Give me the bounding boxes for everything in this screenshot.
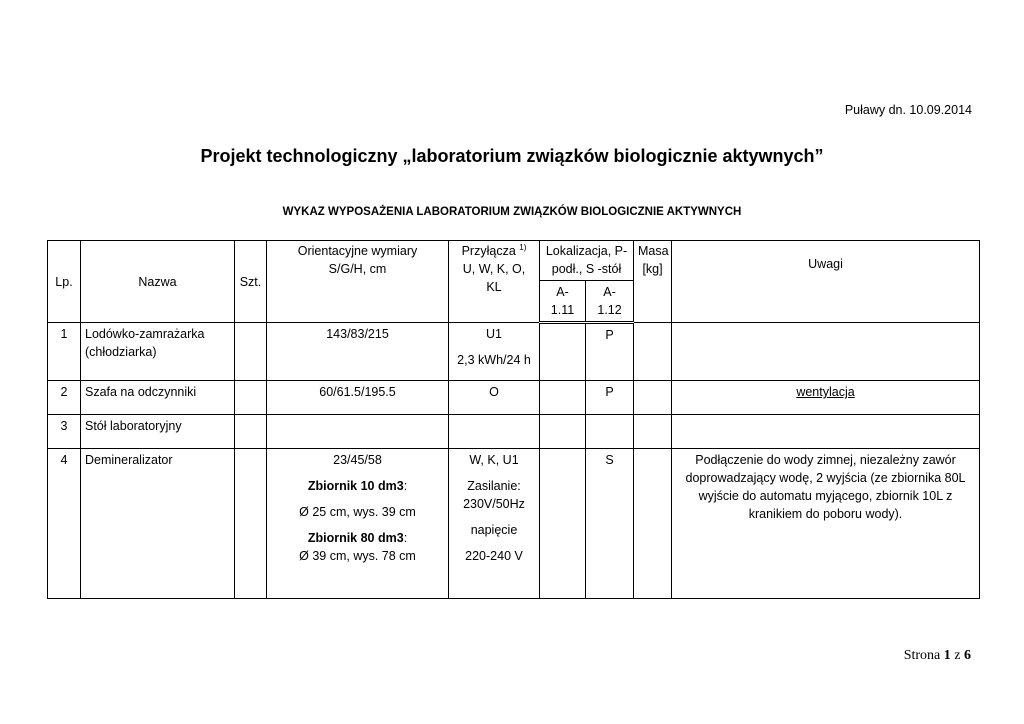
header-przylacza xyxy=(449,241,540,323)
header-masa-line2: [kg] xyxy=(642,262,663,276)
cell-a112 xyxy=(586,415,634,449)
cell-przylacza-line4: napięcie xyxy=(470,523,518,537)
cell-uwagi xyxy=(672,323,980,381)
cell-szt xyxy=(235,415,267,449)
cell-masa xyxy=(634,323,672,381)
cell-a112: S xyxy=(586,449,634,599)
cell-masa xyxy=(634,449,672,599)
header-wymiary-line1: Orientacyjne wymiary xyxy=(297,244,418,258)
header-loc-a112-line1: A- xyxy=(603,285,616,299)
document-date: Puławy dn. 10.09.2014 xyxy=(844,103,972,117)
equipment-table xyxy=(47,240,980,599)
cell-szt xyxy=(235,323,267,381)
cell-przylacza xyxy=(449,449,540,599)
tank-80-label: Zbiornik 80 dm3 xyxy=(307,531,404,545)
cell-nazwa: Szafa na odczynniki xyxy=(81,381,235,415)
cell-wymiary xyxy=(267,415,449,449)
header-uwagi: Uwagi xyxy=(672,241,980,323)
header-lokalizacja-line2: podł., S -stół xyxy=(551,262,622,276)
cell-nazwa-line2: (chłodziarka) xyxy=(85,345,157,359)
header-loc-a111 xyxy=(540,281,586,323)
cell-nazwa-line1: Lodówko-zamrażarka xyxy=(85,327,205,341)
header-lp: Lp. xyxy=(48,241,81,323)
footer-strona: Strona xyxy=(903,648,941,663)
document-subtitle: WYKAZ WYPOSAŻENIA LABORATORIUM ZWIĄZKÓW BIOLOGICZNIE AKTYWNYCH xyxy=(282,206,742,218)
header-nazwa: Nazwa xyxy=(81,241,235,323)
cell-wymiary-line5: Ø 39 cm, wys. 78 cm xyxy=(299,549,416,563)
cell-a111 xyxy=(540,381,586,415)
cell-przylacza xyxy=(449,323,540,381)
header-wymiary xyxy=(267,241,449,323)
page-footer xyxy=(904,648,971,664)
cell-lp: 2 xyxy=(48,381,81,415)
cell-przylacza xyxy=(449,415,540,449)
header-loc-a111-line2: 1.11 xyxy=(550,303,575,317)
document-title: Projekt technologiczny „laboratorium związków biologicznie aktywnych” xyxy=(200,146,824,166)
cell-szt xyxy=(235,449,267,599)
table-row xyxy=(48,323,980,381)
cell-a111 xyxy=(540,415,586,449)
cell-uwagi xyxy=(672,415,980,449)
cell-przylacza-line5: 220-240 V xyxy=(465,549,523,563)
header-przylacza-line2: U, W, K, O, xyxy=(462,262,526,276)
header-przylacza-line1: Przyłącza xyxy=(461,244,516,258)
cell-uwagi: wentylacja xyxy=(672,381,980,415)
cell-przylacza: O xyxy=(449,381,540,415)
header-lokalizacja xyxy=(540,241,634,281)
cell-przylacza-line2: Zasilanie: xyxy=(467,479,521,493)
cell-wymiary-line1: 23/45/58 xyxy=(333,453,382,467)
cell-nazwa: Demineralizator xyxy=(81,449,235,599)
header-przylacza-line3: KL xyxy=(486,280,502,294)
header-wymiary-line2: S/G/H, cm xyxy=(328,262,387,276)
header-loc-a111-line1: A- xyxy=(556,285,569,299)
cell-szt xyxy=(235,381,267,415)
header-masa xyxy=(634,241,672,323)
cell-a111 xyxy=(540,449,586,599)
cell-uwagi: Podłączenie do wody zimnej, niezależny zawór doprowadzający wodę, 2 wyjścia (ze zbiornika 80L wyjście do automatu myjącego, zbiornik 10L z kranikiem do poboru wody). xyxy=(672,449,980,599)
header-loc-a112-line2: 1.12 xyxy=(597,303,622,317)
cell-masa xyxy=(634,415,672,449)
header-szt: Szt. xyxy=(235,241,267,323)
cell-przylacza-line1: U1 xyxy=(486,327,502,341)
cell-wymiary: 60/61.5/195.5 xyxy=(267,381,449,415)
cell-a111 xyxy=(540,323,586,381)
cell-nazwa: Stół laboratoryjny xyxy=(81,415,235,449)
cell-lp: 3 xyxy=(48,415,81,449)
tank-10-label: Zbiornik 10 dm3 xyxy=(307,479,404,493)
footer-page-number: 1 xyxy=(943,648,951,663)
cell-nazwa xyxy=(81,323,235,381)
footer-page-total: 6 xyxy=(964,648,971,663)
cell-wymiary xyxy=(267,449,449,599)
header-przylacza-footnote: 1) xyxy=(519,242,527,252)
cell-a112: P xyxy=(586,381,634,415)
footer-z: z xyxy=(954,648,961,663)
cell-lp: 4 xyxy=(48,449,81,599)
tank-10-colon: : xyxy=(403,479,408,493)
header-loc-a112 xyxy=(586,281,634,323)
table-row xyxy=(48,449,980,599)
cell-przylacza-line1: W, K, U1 xyxy=(469,453,519,467)
header-lokalizacja-line1: Lokalizacja, P- xyxy=(545,244,628,258)
table-row xyxy=(48,381,980,415)
cell-przylacza-line3: 230V/50Hz xyxy=(463,497,525,511)
cell-przylacza-line2: 2,3 kWh/24 h xyxy=(457,353,531,367)
cell-a112: P xyxy=(586,323,634,381)
cell-masa xyxy=(634,381,672,415)
cell-lp: 1 xyxy=(48,323,81,381)
tank-80-colon: : xyxy=(403,531,408,545)
cell-wymiary-line3: Ø 25 cm, wys. 39 cm xyxy=(299,505,416,519)
header-masa-line1: Masa xyxy=(638,244,669,258)
cell-wymiary: 143/83/215 xyxy=(267,323,449,381)
table-row xyxy=(48,415,980,449)
